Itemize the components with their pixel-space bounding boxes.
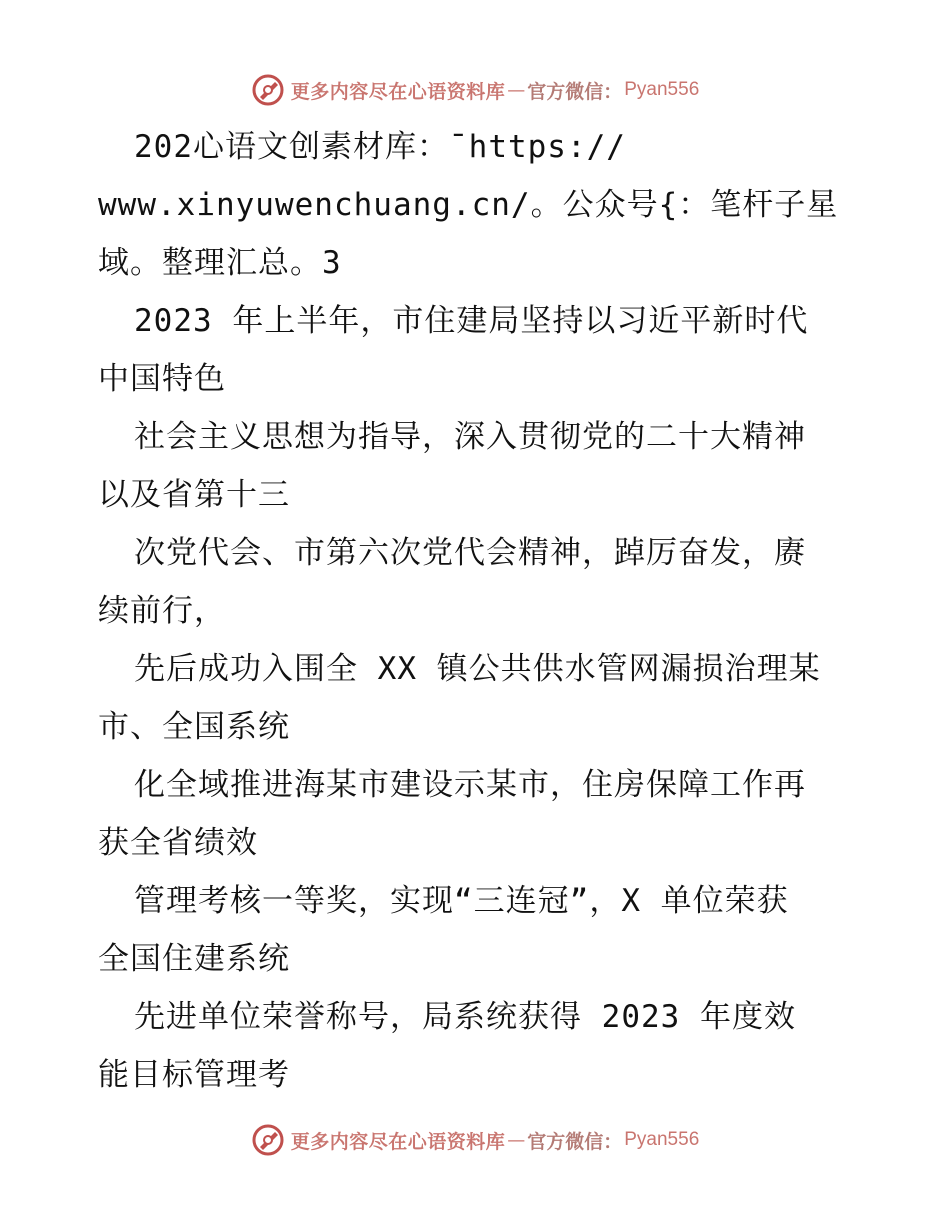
body-line: 社会主义思想为指导，深入贯彻党的二十大精神 bbox=[134, 419, 806, 455]
body-line: 202心语文创素材库：¯https:// bbox=[134, 129, 626, 165]
body-line: 先后成功入围全 XX 镇公共供水管网漏损治理某 bbox=[134, 651, 821, 687]
body-line: 中国特色 bbox=[98, 361, 226, 397]
document-body bbox=[98, 118, 858, 1104]
brand-logo-icon bbox=[251, 73, 285, 107]
header-banner bbox=[0, 70, 950, 110]
banner-slogan: 更多内容尽在心语资料库 bbox=[290, 80, 506, 103]
body-line: 能目标管理考 bbox=[98, 1057, 290, 1093]
body-line: 先进单位荣誉称号，局系统获得 2023 年度效 bbox=[134, 999, 796, 1035]
body-line: 次党代会、市第六次党代会精神，踔厉奋发，赓 bbox=[134, 535, 806, 571]
body-line: www.xinyuwenchuang.cn/。公众号{：笔杆子星 bbox=[98, 187, 839, 223]
brand-logo-icon bbox=[251, 1123, 285, 1157]
banner-separator: — bbox=[507, 1129, 526, 1151]
body-line: 2023 年上半年，市住建局坚持以习近平新时代 bbox=[134, 303, 809, 339]
banner-separator: — bbox=[507, 79, 526, 101]
banner-wechat-label: 官方微信： bbox=[527, 1130, 623, 1153]
body-line: 以及省第十三 bbox=[98, 477, 290, 513]
banner-wechat-id: Pyan556 bbox=[624, 1129, 700, 1150]
banner-slogan: 更多内容尽在心语资料库 bbox=[290, 1130, 506, 1153]
body-line: 续前行， bbox=[98, 593, 226, 629]
banner-wechat-id: Pyan556 bbox=[624, 79, 700, 100]
body-line: 化全域推进海某市建设示某市，住房保障工作再 bbox=[134, 767, 806, 803]
body-line: 域。整理汇总。3 bbox=[98, 245, 342, 281]
body-line: 市、全国系统 bbox=[98, 709, 290, 745]
footer-banner bbox=[0, 1120, 950, 1160]
body-line: 管理考核一等奖，实现“三连冠”，X 单位荣获 bbox=[134, 883, 789, 919]
body-line: 获全省绩效 bbox=[98, 825, 258, 861]
body-line: 全国住建系统 bbox=[98, 941, 290, 977]
banner-wechat-label: 官方微信： bbox=[527, 80, 623, 103]
